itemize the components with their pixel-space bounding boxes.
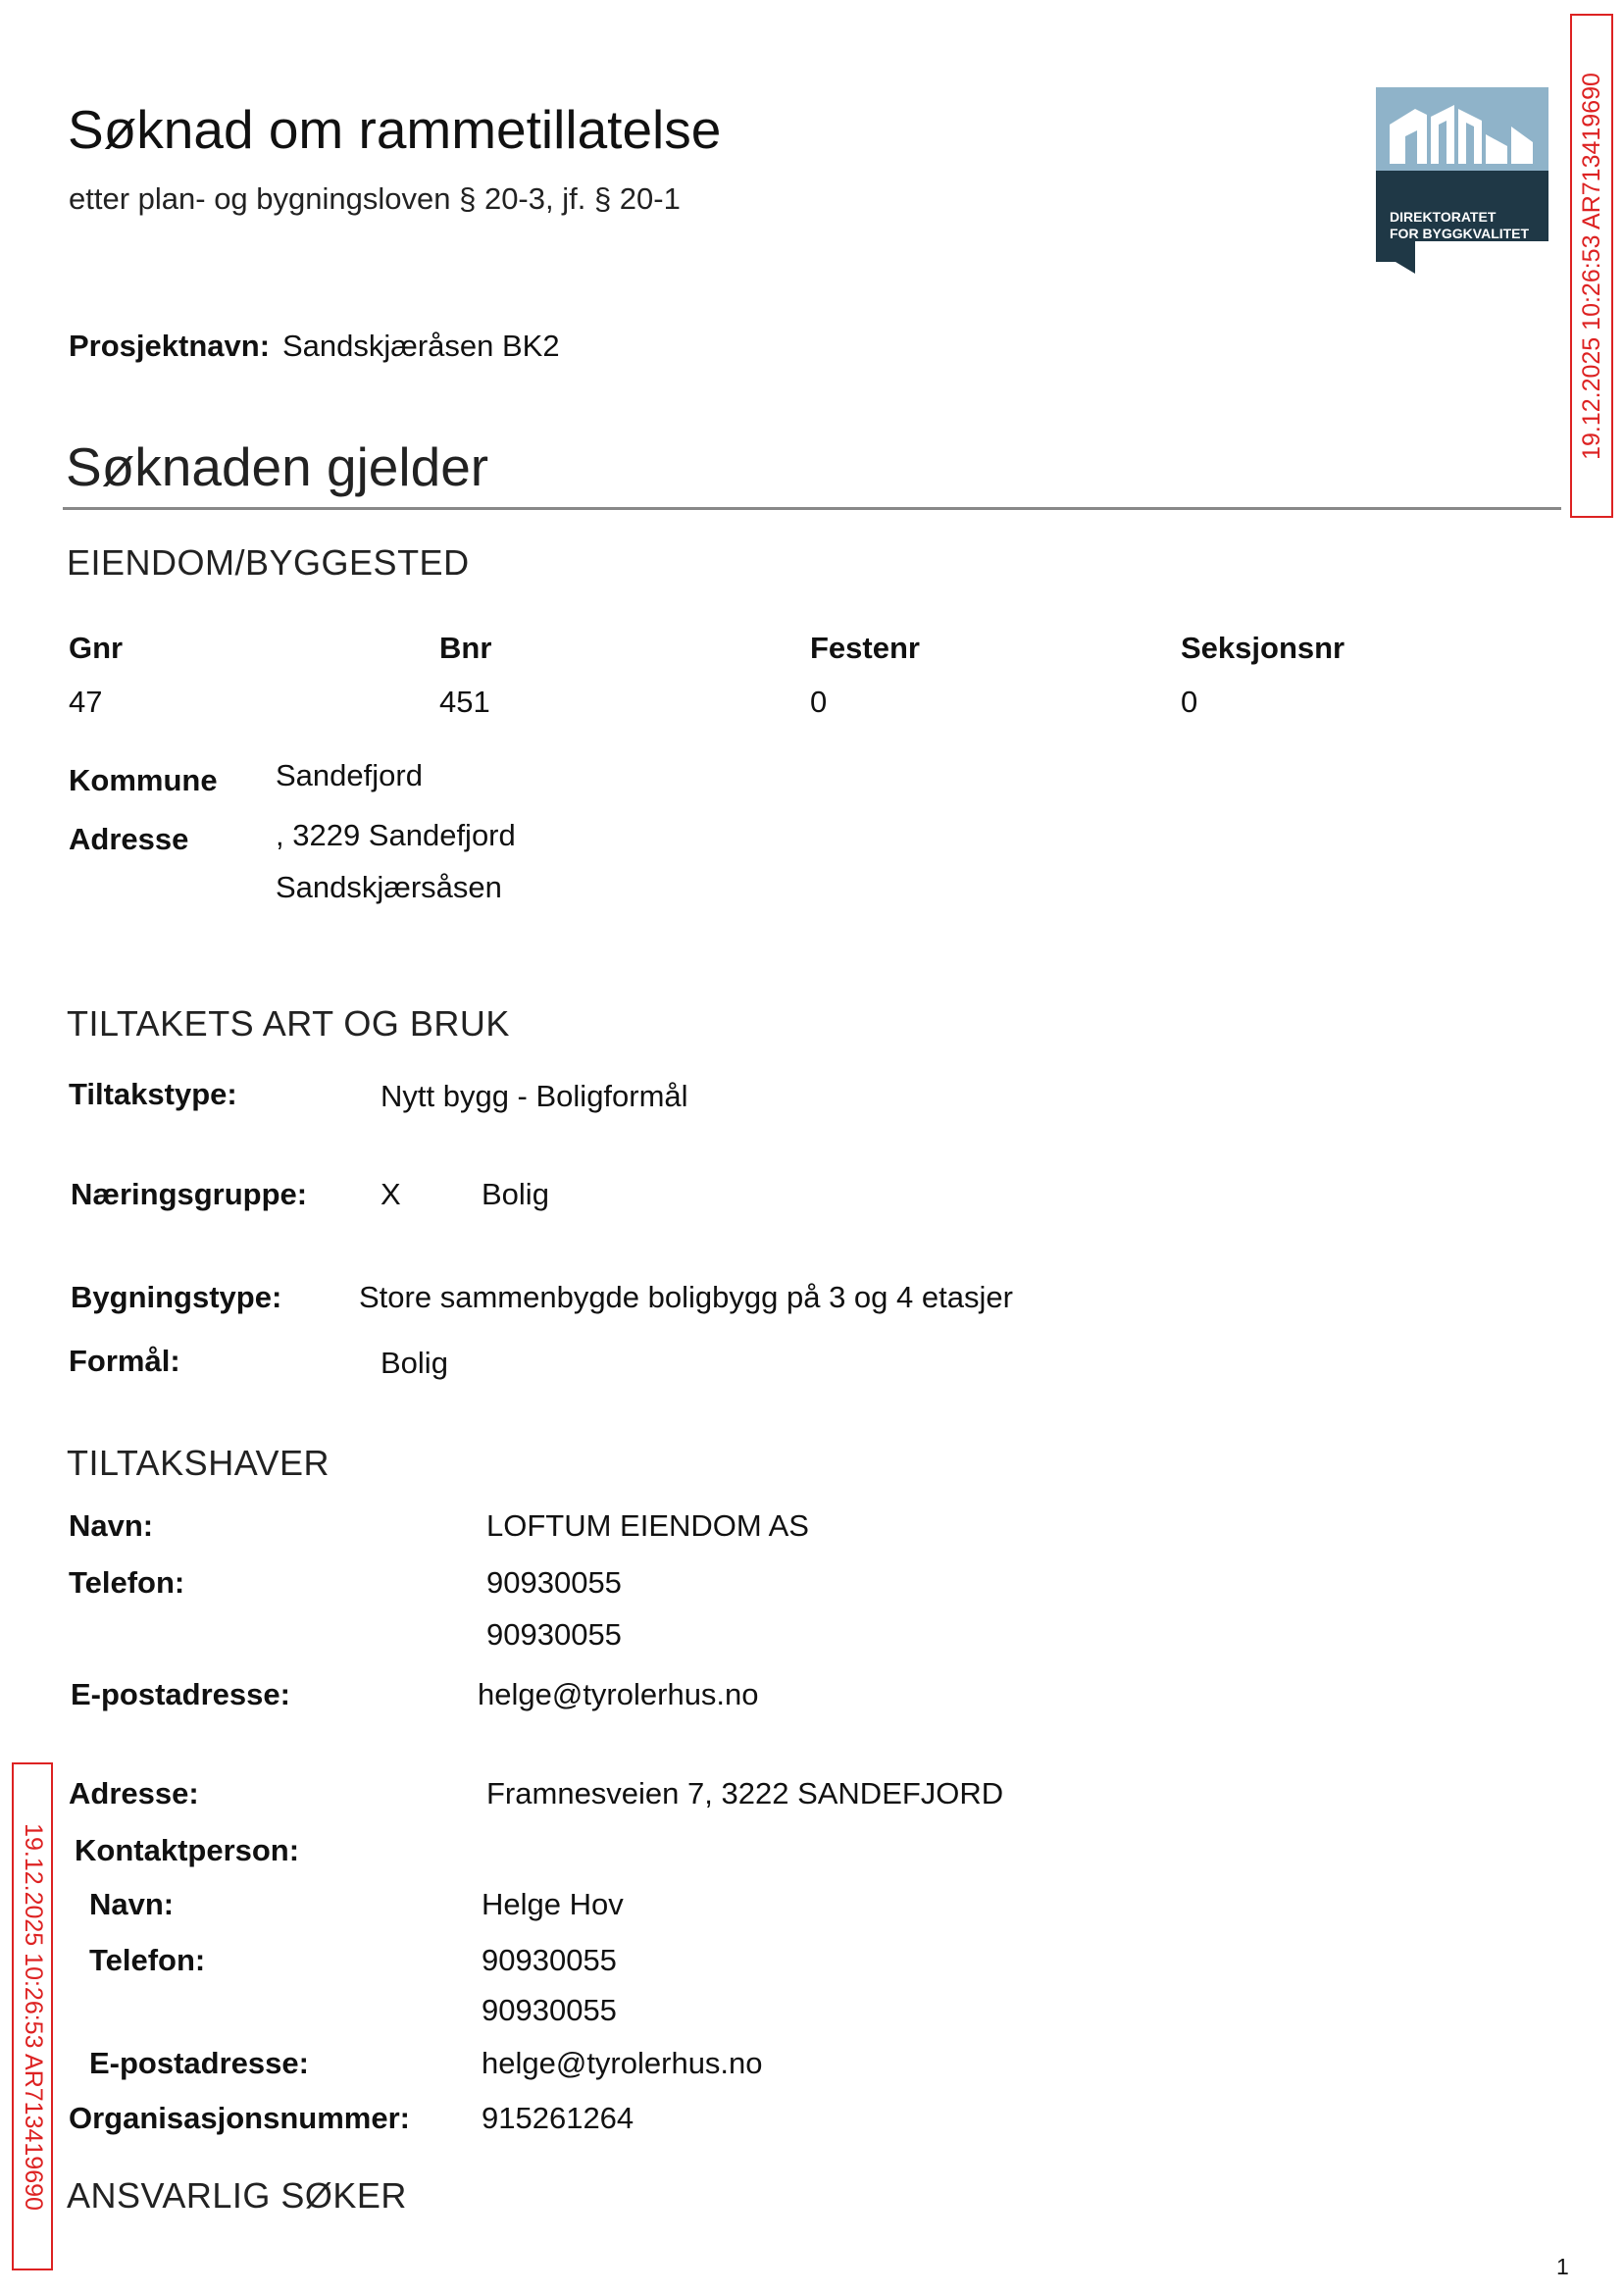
naeringsgruppe-code: X xyxy=(381,1177,401,1211)
document-subtitle: etter plan- og bygningsloven § 20-3, jf. § 20-1 xyxy=(69,181,681,216)
adresse-line-1: , 3229 Sandefjord xyxy=(276,818,516,852)
naeringsgruppe-value: Bolig xyxy=(482,1177,549,1211)
dibk-logo-icon xyxy=(1376,87,1548,274)
festenr-value: 0 xyxy=(810,685,828,719)
project-name-label: Prosjektnavn: xyxy=(69,329,271,363)
dibk-logo xyxy=(1376,87,1548,274)
stamp-text-top: 19.12.2025 10:26:53 AR713419690 xyxy=(1577,72,1605,460)
kontakt-telefon-value-1: 90930055 xyxy=(482,1943,617,1977)
bnr-value: 451 xyxy=(439,685,490,719)
formal-value: Bolig xyxy=(381,1346,448,1380)
gnr-header: Gnr xyxy=(69,631,124,665)
kontakt-navn-value: Helge Hov xyxy=(482,1887,624,1921)
kontakt-telefon-label: Telefon: xyxy=(89,1943,206,1977)
tiltakshaver-heading: TILTAKSHAVER xyxy=(67,1443,330,1483)
kontakt-epost-value: helge@tyrolerhus.no xyxy=(482,2046,763,2080)
tiltakshaver-epost-label: E-postadresse: xyxy=(71,1677,290,1711)
adresse-line-2: Sandskjærsåsen xyxy=(276,870,502,904)
tiltakshaver-navn-label: Navn: xyxy=(69,1508,154,1543)
naeringsgruppe-label: Næringsgruppe: xyxy=(71,1177,308,1211)
eiendom-heading: EIENDOM/BYGGESTED xyxy=(67,542,470,583)
organisasjonsnummer-label: Organisasjonsnummer: xyxy=(69,2101,410,2135)
tiltakstype-label: Tiltakstype: xyxy=(69,1077,237,1111)
bnr-header: Bnr xyxy=(439,631,492,665)
tiltakshaver-telefon-value-2: 90930055 xyxy=(486,1617,622,1652)
ansvarlig-soker-heading: ANSVARLIG SØKER xyxy=(67,2175,407,2216)
seksjonsnr-header: Seksjonsnr xyxy=(1181,631,1345,665)
section-divider xyxy=(63,507,1561,510)
date-stamp-bottom xyxy=(12,1762,53,2270)
gnr-value: 47 xyxy=(69,685,103,719)
tiltak-heading: TILTAKETS ART OG BRUK xyxy=(67,1003,510,1044)
festenr-header: Festenr xyxy=(810,631,920,665)
logo-line-2: FOR BYGGKVALITET xyxy=(1390,226,1530,241)
kommune-value: Sandefjord xyxy=(276,758,423,792)
tiltakshaver-navn-value: LOFTUM EIENDOM AS xyxy=(486,1508,809,1543)
tiltakshaver-telefon-value-1: 90930055 xyxy=(486,1565,622,1600)
formal-label: Formål: xyxy=(69,1344,180,1378)
tiltakstype-value: Nytt bygg - Boligformål xyxy=(381,1079,688,1113)
stamp-text-bottom: 19.12.2025 10:26:53 AR713419690 xyxy=(19,1822,47,2211)
page-number: 1 xyxy=(1556,2254,1569,2279)
tiltakshaver-telefon-label: Telefon: xyxy=(69,1565,185,1600)
kontaktperson-label: Kontaktperson: xyxy=(75,1833,300,1867)
organisasjonsnummer-value: 915261264 xyxy=(482,2101,634,2135)
kontakt-epost-label: E-postadresse: xyxy=(89,2046,309,2080)
document-title: Søknad om rammetillatelse xyxy=(68,99,722,160)
kontakt-navn-label: Navn: xyxy=(89,1887,175,1921)
bygningstype-label: Bygningstype: xyxy=(71,1280,282,1314)
section-heading: Søknaden gjelder xyxy=(66,436,489,497)
seksjonsnr-value: 0 xyxy=(1181,685,1198,719)
bygningstype-value: Store sammenbygde boligbygg på 3 og 4 etasjer xyxy=(359,1280,1013,1314)
date-stamp-top xyxy=(1570,14,1613,518)
logo-line-1: DIREKTORATET xyxy=(1390,209,1497,225)
tiltakshaver-epost-value: helge@tyrolerhus.no xyxy=(478,1677,759,1711)
kommune-label: Kommune xyxy=(69,763,218,797)
tiltakshaver-adresse-value: Framnesveien 7, 3222 SANDEFJORD xyxy=(486,1776,1004,1810)
adresse-label: Adresse xyxy=(69,822,189,856)
tiltakshaver-adresse-label: Adresse: xyxy=(69,1776,199,1810)
project-name-value: Sandskjæråsen BK2 xyxy=(282,329,560,363)
kontakt-telefon-value-2: 90930055 xyxy=(482,1993,617,2027)
